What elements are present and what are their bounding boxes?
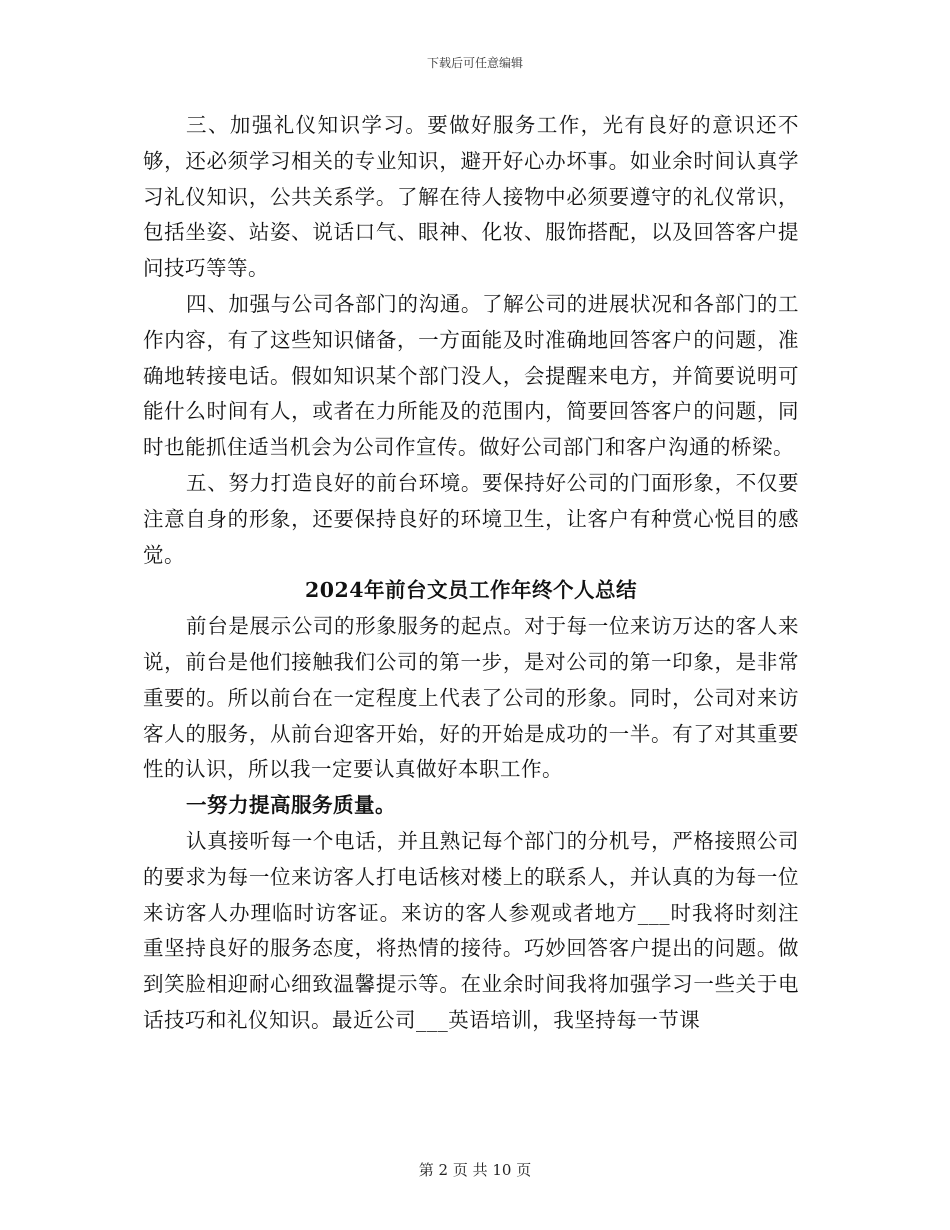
page-header: 下载后可任意编辑	[426, 56, 523, 70]
section-title: 2024年前台文员工作年终个人总结	[304, 578, 638, 603]
document-body	[143, 108, 799, 1039]
subheading: 一努力提高服务质量。	[186, 793, 397, 818]
paragraph-etiquette: 三、加强礼仪知识学习。要做好服务工作，光有良好的意识还不够，还必须学习相关的专业知识，避开好心办坏事。如业余时间认真学习礼仪知识，公共关系学。了解在待人接物中必须要遵守的礼仪常识，包括坐姿、站姿、说话口气、眼神、化妆、服饰搭配，以及回答客户提问技巧等等。	[143, 113, 799, 281]
paragraph-communication: 四、加强与公司各部门的沟通。了解公司的进展状况和各部门的工作内容，有了这些知识储备，一方面能及时准确地回答客户的问题，准确地转接电话。假如知识某个部门没人，会提醒来电方，并简要说明可能什么时间有人，或者在力所能及的范围内，简要回答客户的问题，同时也能抓住适当机会为公司作宣传。做好公司部门和客户沟通的桥梁。	[143, 291, 799, 460]
page-footer: 第 2 页 共 10 页	[418, 1161, 532, 1179]
paragraph-environment: 五、努力打造良好的前台环境。要保持好公司的门面形象，不仅要注意自身的形象，还要保持良好的环境卫生，让客户有种赏心悦目的感觉。	[143, 470, 799, 567]
paragraph-intro: 前台是展示公司的形象服务的起点。对于每一位来访万达的客人来说，前台是他们接触我们公司的第一步，是对公司的第一印象，是非常重要的。所以前台在一定程度上代表了公司的形象。同时，公司对来访客人的服务，从前台迎客开始，好的开始是成功的一半。有了对其重要性的认识，所以我一定要认真做好本职工作。	[143, 614, 799, 782]
paragraph-service: 认真接听每一个电话，并且熟记每个部门的分机号，严格接照公司的要求为每一位来访客人打电话核对楼上的联系人，并认真的为每一位来访客人办理临时访客证。来访的客人参观或者地方___时我将时刻注重坚持良好的服务态度，将热情的接待。巧妙回答客户提出的问题。做到笑脸相迎耐心细致温馨提示等。在业余时间我将加强学习一些关于电话技巧和礼仪知识。最近公司___英语培训，我坚持每一节课	[143, 828, 799, 1032]
